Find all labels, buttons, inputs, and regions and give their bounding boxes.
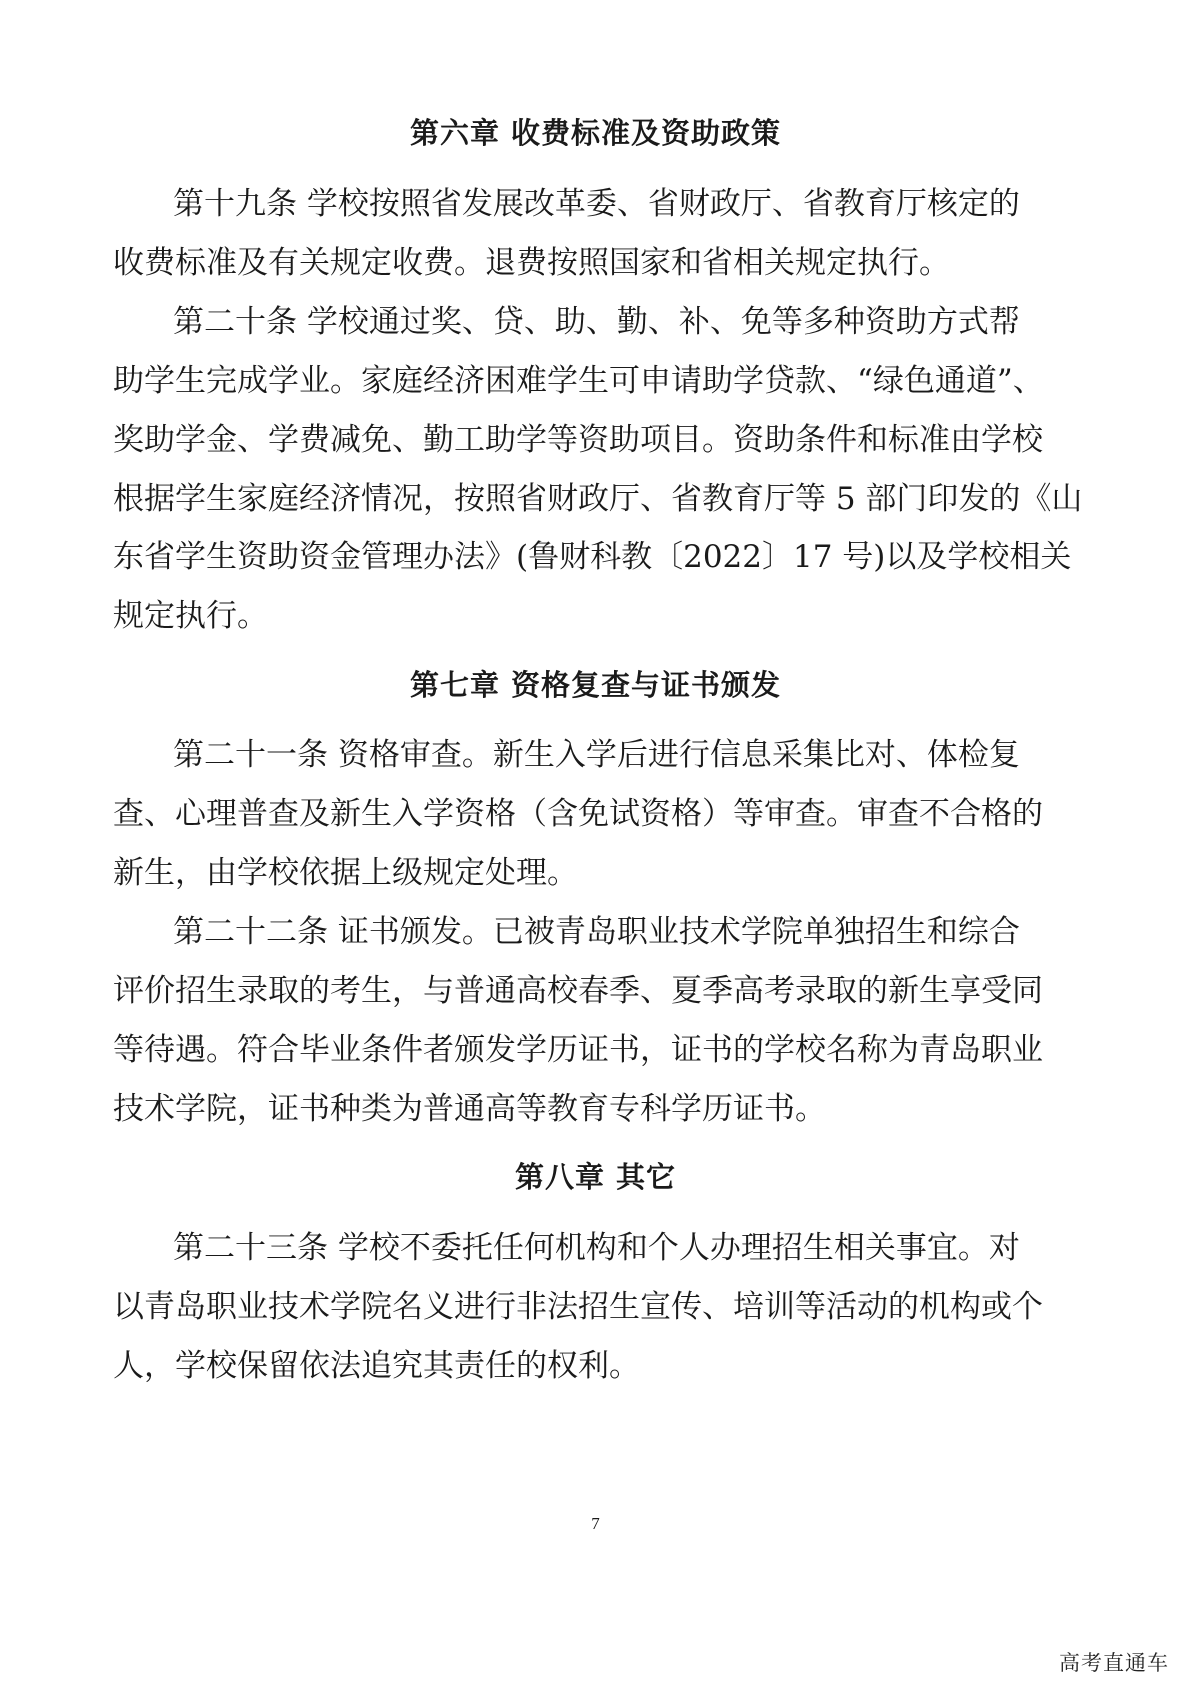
article-20-line-1: 第二十条 学校通过奖、贷、助、勤、补、免等多种资助方式帮 [173,304,1020,340]
chapter-8-heading: 第八章 其它 [514,1160,677,1194]
article-22-line-2: 评价招生录取的考生，与普通高校春季、夏季高考录取的新生享受同 [113,973,1043,1009]
article-21-line-2: 查、心理普查及新生入学资格（含免试资格）等审查。审查不合格的 [113,796,1043,832]
article-23-line-3: 人，学校保留依法追究其责任的权利。 [113,1348,640,1384]
article-23-line-1: 第二十三条 学校不委托任何机构和个人办理招生相关事宜。对 [173,1230,1020,1266]
article-20-line-6: 规定执行。 [113,598,268,634]
article-19-line-1: 第十九条 学校按照省发展改革委、省财政厅、省教育厅核定的 [173,186,1020,222]
article-19-line-2: 收费标准及有关规定收费。退费按照国家和省相关规定执行。 [113,245,950,281]
article-22-line-3: 等待遇。符合毕业条件者颁发学历证书，证书的学校名称为青岛职业 [113,1032,1043,1068]
article-20-line-3: 奖助学金、学费减免、勤工助学等资助项目。资助条件和标准由学校 [113,422,1043,458]
article-22-line-1: 第二十二条 证书颁发。已被青岛职业技术学院单独招生和综合 [173,914,1020,950]
article-20-line-4: 根据学生家庭经济情况，按照省财政厅、省教育厅等 5 部门印发的《山 [113,481,1083,517]
page-number: 7 [591,1514,600,1533]
article-20-line-2: 助学生完成学业。家庭经济困难学生可申请助学贷款、“绿色通道”、 [113,363,1044,399]
chapter-7-heading: 第七章 资格复查与证书颁发 [409,668,782,702]
article-21-line-3: 新生，由学校依据上级规定处理。 [113,855,578,891]
article-20-line-5: 东省学生资助资金管理办法》(鲁财科教〔2022〕17 号)以及学校相关 [113,539,1072,575]
article-23-line-2: 以青岛职业技术学院名义进行非法招生宣传、培训等活动的机构或个 [113,1289,1043,1325]
chapter-6-heading: 第六章 收费标准及资助政策 [409,116,782,150]
watermark: 高考直通车 [1059,1651,1169,1675]
article-22-line-4: 技术学院，证书种类为普通高等教育专科学历证书。 [113,1091,826,1127]
article-21-line-1: 第二十一条 资格审查。新生入学后进行信息采集比对、体检复 [173,737,1020,773]
